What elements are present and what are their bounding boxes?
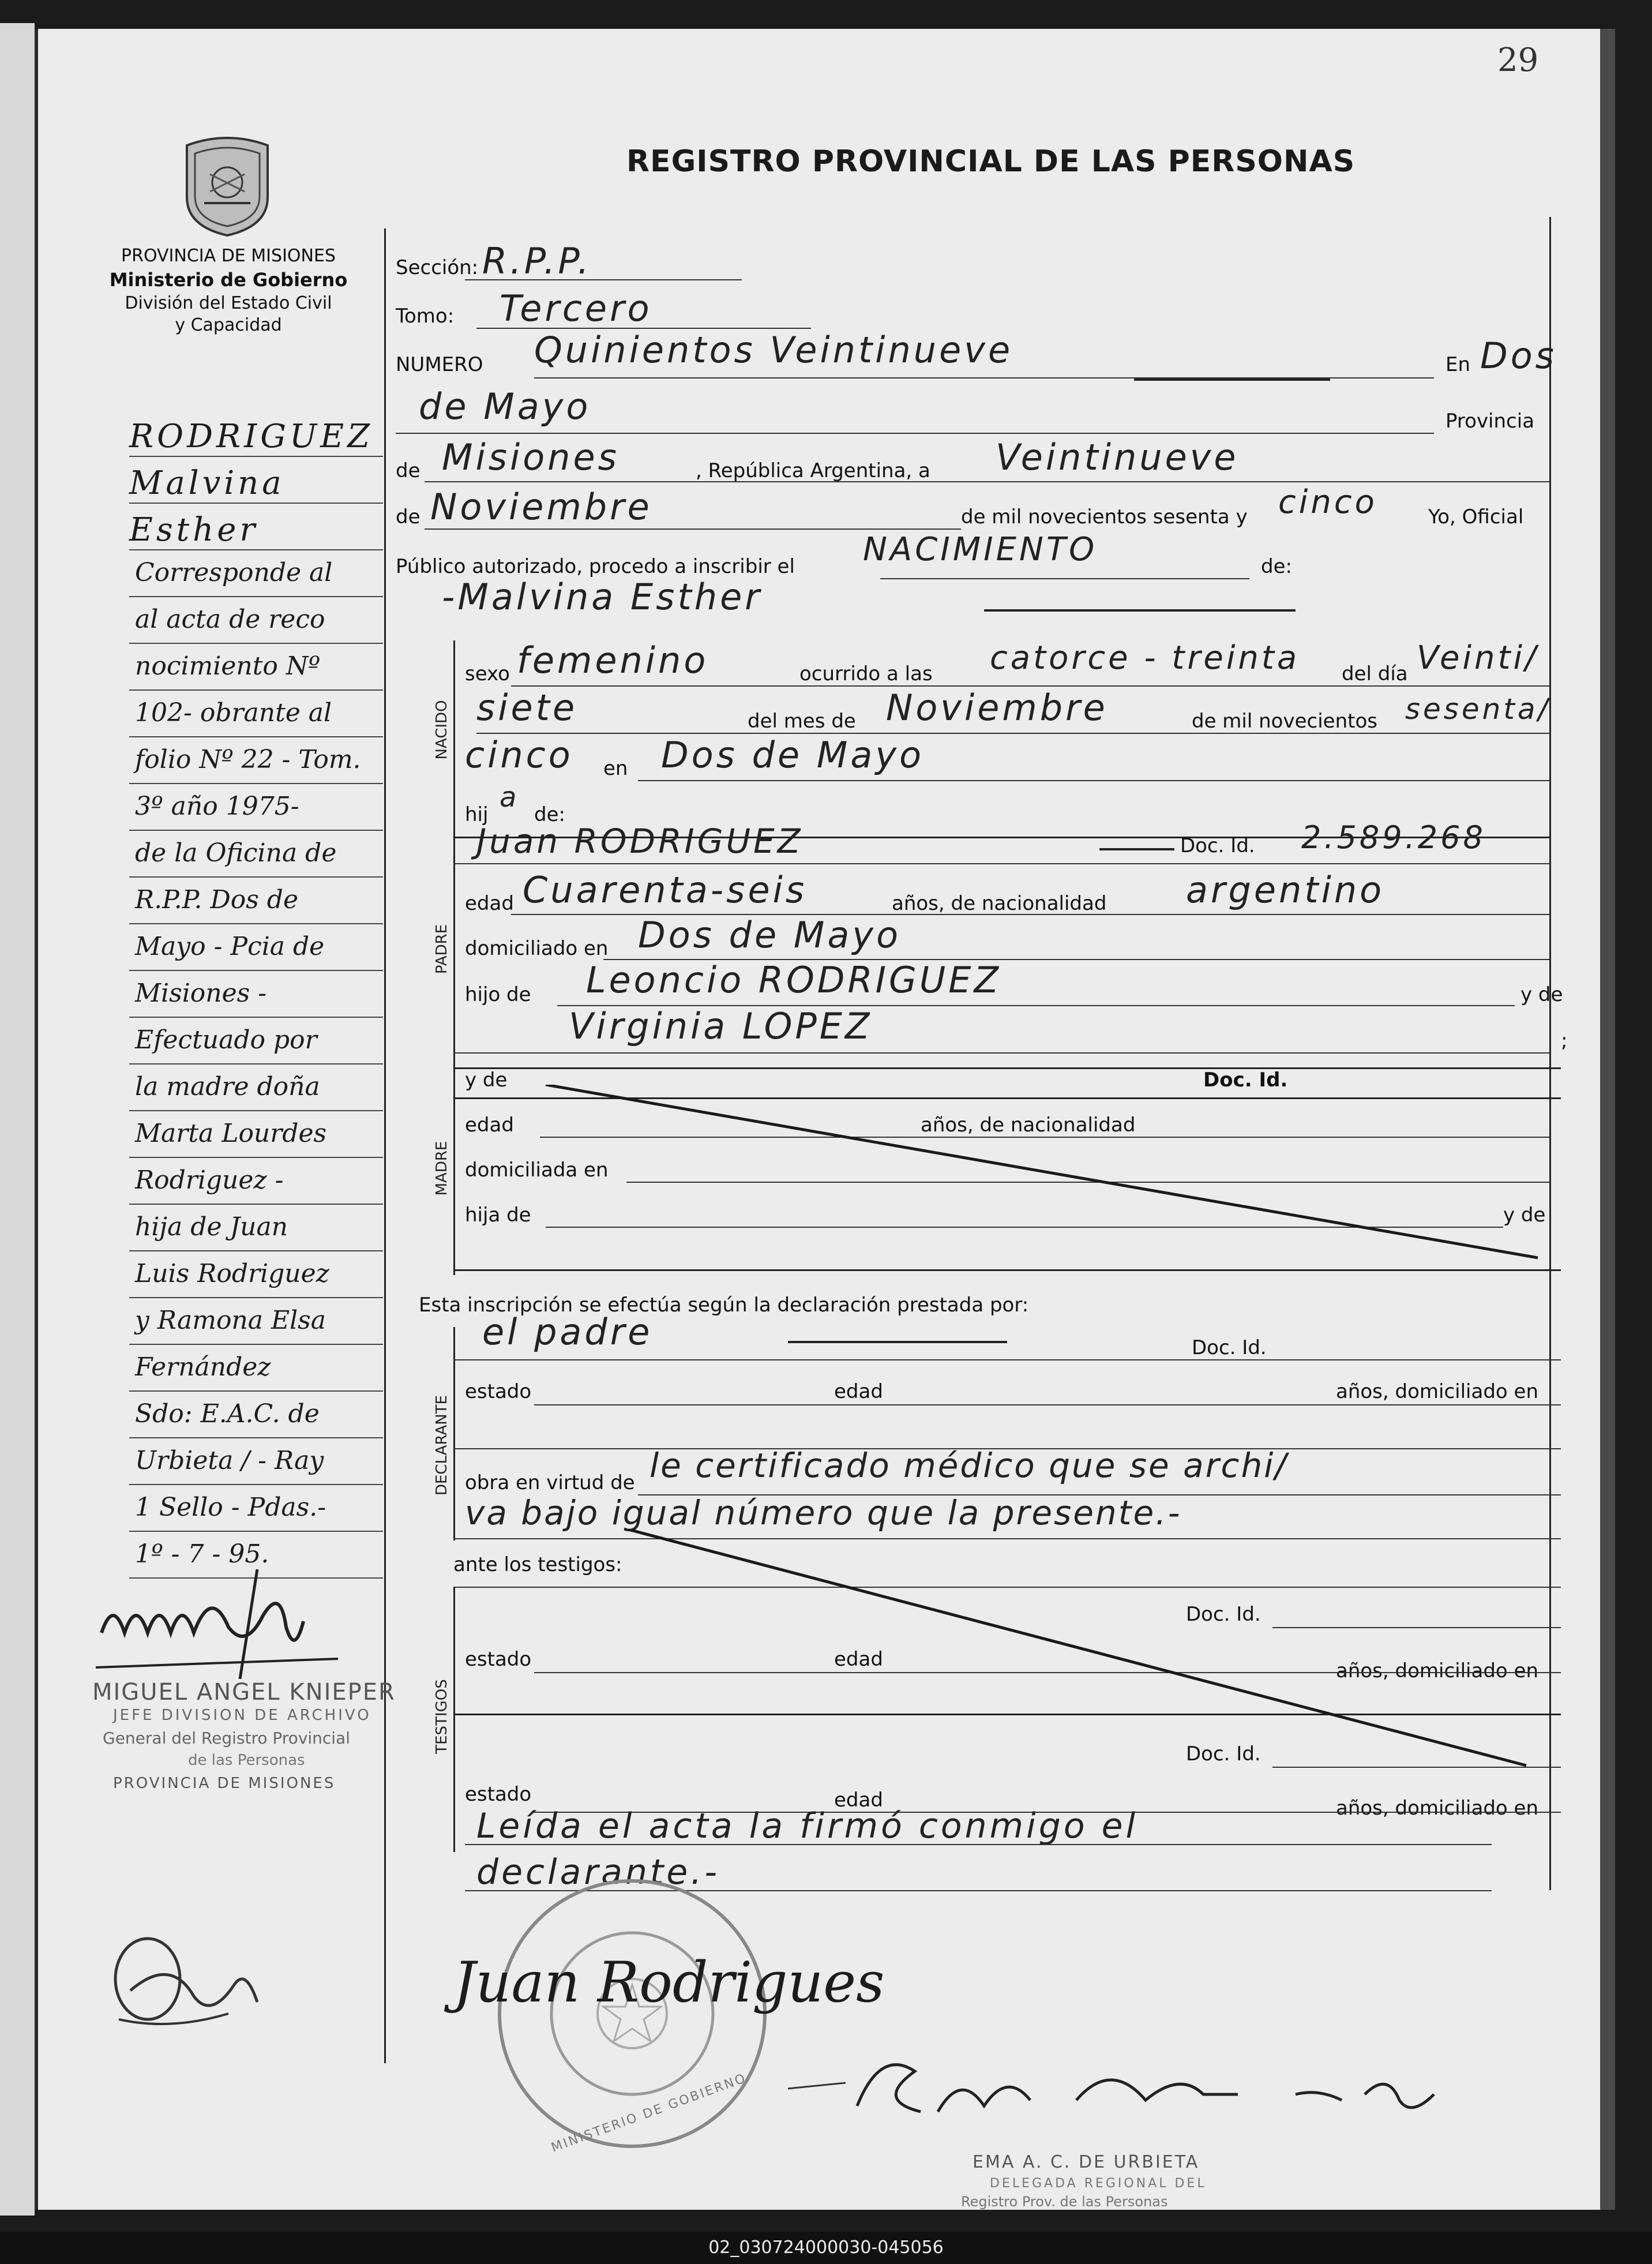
nacido-anio-value: sesenta/ (1405, 692, 1551, 726)
bottom-stamp-line3: Registro Prov. de las Personas (961, 2194, 1168, 2210)
padre-rule (453, 837, 455, 1067)
nombre-dash (984, 609, 1296, 612)
header-province: PROVINCIA DE MISIONES (121, 246, 336, 266)
margin-note-line: Misiones - (135, 979, 267, 1008)
padre-dom-label: domiciliado en (465, 937, 609, 960)
provincia-value: Misiones (442, 436, 620, 478)
obra-line-1: le certificado médico que se archi/ (649, 1446, 1288, 1485)
dia-value: Veintinueve (996, 436, 1239, 478)
declarante-extra-underline (453, 1448, 1561, 1449)
file-id: 02_030724000030-045056 (708, 2237, 944, 2258)
testigos-rule (453, 1587, 455, 1852)
margin-note-line: y Ramona Elsa (135, 1306, 326, 1335)
de-label-1: de (396, 459, 420, 482)
margin-rule-line (129, 1297, 383, 1298)
padre-dom-underline (603, 959, 1549, 960)
declarante-dom-label: años, domiciliado en (1336, 1380, 1538, 1403)
padre-hijo-underline (557, 1005, 1515, 1006)
margin-rule-line (129, 596, 383, 597)
margin-rule-line (129, 689, 383, 691)
mes-value: Noviembre (430, 486, 652, 528)
sexo-label: sexo (465, 662, 510, 685)
padre-nacionalidad: argentino (1186, 869, 1385, 911)
sexo-value: femenino (517, 639, 709, 681)
declarante-dash (788, 1341, 1007, 1343)
padre-domicilio: Dos de Mayo (638, 914, 902, 956)
padre-nombre-underline (453, 863, 1549, 864)
margin-rule-line (129, 830, 383, 831)
declarante-edad-label: edad (834, 1380, 883, 1403)
margin-note-line: R.P.P. Dos de (135, 885, 298, 914)
padre-dash (1099, 848, 1174, 850)
register-page (35, 29, 1615, 2210)
declarante-side-label: DECLARANTE (433, 1395, 450, 1496)
testigo2-estado-label: estado (465, 1783, 532, 1806)
provincia-underline (425, 481, 1549, 482)
margin-note-line: folio Nº 22 - Tom. (135, 745, 361, 774)
margin-note-line: Marta Lourdes (135, 1119, 327, 1148)
provincia-label: Provincia (1446, 410, 1535, 433)
official-signature (788, 2037, 1480, 2129)
header-capacity: y Capacidad (175, 315, 282, 335)
declarante-signature: Juan Rodrigues (453, 1950, 885, 2015)
anio-value: cinco (1278, 483, 1377, 521)
dia-underline (476, 733, 1549, 734)
testigo1-edad-label: edad (834, 1648, 883, 1671)
padre-doc-label: Doc. Id. (1180, 834, 1255, 857)
madre-doc-label: Doc. Id. (1203, 1069, 1288, 1092)
nacido-dia-value: Veinti/ (1417, 639, 1539, 677)
margin-note-line: Efectuado por (135, 1025, 317, 1055)
publico-label: Público autorizado, procedo a inscribir el (396, 555, 795, 578)
tomo-underline (476, 328, 811, 329)
nombre-value: -Malvina Esther (442, 576, 763, 618)
madre-side-label: MADRE (433, 1141, 450, 1196)
margin-signature (96, 1564, 338, 1679)
testigo2-edad-label: edad (834, 1789, 883, 1812)
closing-line-1: Leída el acta la firmó conmigo el (476, 1806, 1139, 1846)
en-label: En (1446, 353, 1471, 376)
declarante-nombre-underline (453, 1359, 1561, 1360)
margin-note-line: de la Oficina de (135, 838, 337, 868)
declarante-intro: Esta inscripción se efectúa según la declaración prestada por: (419, 1294, 1029, 1317)
del-dia-label: del día (1342, 662, 1408, 685)
en-value: Dos (1480, 335, 1557, 377)
testigos-side-label: TESTIGOS (433, 1679, 450, 1754)
numero-dash (1134, 378, 1330, 381)
margin-rule-line (129, 1110, 383, 1111)
margin-rule-line (129, 1484, 383, 1485)
acto-underline (880, 578, 1249, 579)
margin-rule-line (129, 1017, 383, 1018)
margin-rule-line (129, 1531, 383, 1532)
margin-rule-line (129, 783, 383, 784)
bottom-stamp-name: EMA A. C. DE URBIETA (973, 2152, 1200, 2172)
testigo1-doc-label: Doc. Id. (1186, 1603, 1261, 1626)
margin-note-line: 1º - 7 - 95. (135, 1539, 269, 1569)
padre-madre-de: Virginia LOPEZ (569, 1005, 873, 1047)
hora-value: catorce - treinta (990, 639, 1300, 677)
margin-note-line: nocimiento Nº (135, 651, 321, 681)
lugar-underline (638, 780, 1549, 781)
testigo1-dom-label: años, domiciliado en (1336, 1659, 1538, 1682)
seccion-underline (465, 279, 742, 280)
padre-edad-label: edad (465, 892, 514, 915)
margin-rule-line (129, 1437, 383, 1438)
margin-rule-line (129, 456, 383, 457)
seccion-label: Sección: (396, 256, 479, 279)
madre-hija-label: hija de (465, 1204, 531, 1227)
madre-y-de-label: y de (465, 1069, 508, 1092)
margin-note-line: 102- obrante al (135, 698, 332, 728)
margin-rule-line (129, 503, 383, 504)
margin-stamp-line3: General del Registro Provincial (103, 1729, 351, 1748)
file-id-bar (0, 2232, 1652, 2264)
margin-note-line: Rodriguez - (135, 1165, 284, 1195)
ocurrido-label: ocurrido a las (799, 662, 933, 685)
obra-line-2: va bajo igual número que la presente.- (465, 1493, 1182, 1532)
margin-rule-line (129, 1157, 383, 1158)
de-label-2: de (396, 505, 420, 528)
form-right-rule (1549, 217, 1551, 1890)
closing-underline-1 (465, 1844, 1492, 1845)
anio-label: de mil novecientos sesenta y (961, 505, 1248, 528)
madre-nac-label: años, de nacionalidad (921, 1114, 1136, 1137)
nacido-rule (453, 640, 455, 837)
margin-rule-line (129, 1390, 383, 1392)
margin-note-line: Esther (129, 511, 259, 549)
margin-note-line: Sdo: E.A.C. de (135, 1399, 320, 1429)
testigos-label: ante los testigos: (453, 1553, 622, 1576)
madre-strike (546, 1085, 1561, 1275)
hij-label: hij (465, 803, 489, 826)
padre-semicolon: ; (1561, 1029, 1568, 1052)
numero-label: NUMERO (396, 353, 483, 376)
margin-rule-line (129, 736, 383, 737)
margin-note-line: 3º año 1975- (135, 792, 299, 821)
nacido-lugar-value: Dos de Mayo (661, 734, 925, 776)
hij-de-label: de: (534, 803, 565, 826)
form-left-rule (384, 228, 386, 2063)
padre-edad-value: Cuarenta-seis (523, 869, 808, 911)
mil-label: de mil novecientos (1192, 710, 1377, 733)
margin-note-line: al acta de reco (135, 605, 325, 634)
previous-page-edge (0, 23, 35, 2216)
place-underline (396, 433, 1434, 434)
testigo2-doc-label: Doc. Id. (1186, 1742, 1261, 1766)
acto-value: NACIMIENTO (863, 531, 1098, 568)
testigo1-estado-label: estado (465, 1648, 532, 1671)
padre-padre-de: Leoncio RODRIGUEZ (586, 959, 1001, 1001)
margin-note-line: Urbieta / - Ray (135, 1446, 324, 1475)
mes-underline (425, 528, 961, 530)
obra-label: obra en virtud de (465, 1471, 635, 1494)
tomo-label: Tomo: (396, 305, 455, 328)
round-seal-text: MINISTERIO DE GOBIERNO (549, 2071, 749, 2156)
madre-y-de2-label: y de (1503, 1204, 1546, 1227)
madre-edad-label: edad (465, 1114, 514, 1137)
nacido-en-label: en (603, 757, 628, 780)
margin-stamp-line4: de las Personas (188, 1752, 305, 1769)
margin-rule-line (129, 1204, 383, 1205)
margin-rule-line (129, 549, 383, 550)
margin-rule-line (129, 1250, 383, 1251)
provincial-seal (181, 134, 273, 238)
margin-note-line: Fernández (135, 1352, 271, 1382)
republica-label: , República Argentina, a (696, 459, 930, 482)
seccion-value: R.P.P. (482, 240, 592, 282)
padre-side-label: PADRE (433, 924, 450, 974)
margin-note-line: la madre doña (135, 1072, 320, 1101)
margin-stamp-line2: JEFE DIVISION DE ARCHIVO (113, 1707, 371, 1724)
margin-note-line: Mayo - Pcia de (135, 932, 325, 961)
page-number: 29 (1497, 42, 1539, 79)
margin-note-line: RODRIGUEZ (129, 418, 373, 455)
margin-rule-line (129, 970, 383, 971)
madre-dom-label: domiciliada en (465, 1159, 609, 1182)
numero-underline (534, 377, 1434, 378)
padre-nac-label: años, de nacionalidad (892, 892, 1107, 915)
sexo-underline (511, 685, 1549, 687)
de-label-3: de: (1261, 555, 1292, 578)
padre-madre-underline (453, 1052, 1549, 1054)
margin-note-line: Corresponde al (135, 558, 333, 587)
place-cont: de Mayo (419, 385, 591, 428)
padre-hijo-label: hijo de (465, 983, 531, 1006)
margin-note-line: Malvina (129, 464, 285, 502)
hij-suffix: a (500, 781, 520, 814)
obra-underline-1 (638, 1494, 1561, 1495)
margin-note-line: hija de Juan (135, 1212, 288, 1242)
testigo2-dom-label: años, domiciliado en (1336, 1797, 1538, 1820)
padre-bottom (453, 1067, 1561, 1069)
bottom-stamp-line2: DELEGADA REGIONAL DEL (990, 2176, 1207, 2191)
margin-rule-line (129, 876, 383, 878)
padre-nombre: Juan RODRIGUEZ (476, 822, 804, 861)
padre-y-de-label: y de (1520, 983, 1563, 1006)
del-mes-label: del mes de (748, 710, 856, 733)
nacido-mes-value: Noviembre (886, 687, 1108, 729)
tomo-value: Tercero (500, 287, 652, 329)
declarante-doc-label: Doc. Id. (1192, 1336, 1267, 1359)
page-title: REGISTRO PROVINCIAL DE LAS PERSONAS (626, 144, 1356, 179)
padre-edad-underline (511, 914, 1549, 915)
margin-rule-line (129, 923, 383, 924)
declarante-nombre: el padre (482, 1311, 653, 1353)
margin-stamp-name: MIGUEL ANGEL KNIEPER (92, 1679, 396, 1706)
margin-rule-line (129, 1063, 383, 1064)
margin-note-line: 1 Sello - Pdas.- (135, 1493, 326, 1522)
nacido-anio-value-2: cinco (465, 734, 573, 776)
testigos-strike (626, 1529, 1549, 1783)
yo-label: Yo, Oficial (1428, 505, 1524, 528)
nacido-side-label: NACIDO (433, 700, 450, 760)
closing-line-2: declarante.- (476, 1852, 720, 1892)
margin-signature-2 (102, 1933, 286, 2048)
nacido-dia-value-2: siete (476, 687, 578, 729)
header-division: División del Estado Civil (125, 293, 332, 313)
margin-note-line: Luis Rodriguez (135, 1259, 329, 1288)
margin-rule-line (129, 643, 383, 644)
declarante-estado-label: estado (465, 1380, 532, 1403)
padre-doc-value: 2.589.268 (1301, 819, 1486, 856)
margin-rule-line (129, 1344, 383, 1345)
numero-value: Quinientos Veintinueve (534, 329, 1013, 371)
declarante-estado-underline (534, 1404, 1561, 1405)
margin-stamp-line5: PROVINCIA DE MISIONES (113, 1775, 336, 1792)
header-ministry: Ministerio de Gobierno (109, 269, 348, 291)
